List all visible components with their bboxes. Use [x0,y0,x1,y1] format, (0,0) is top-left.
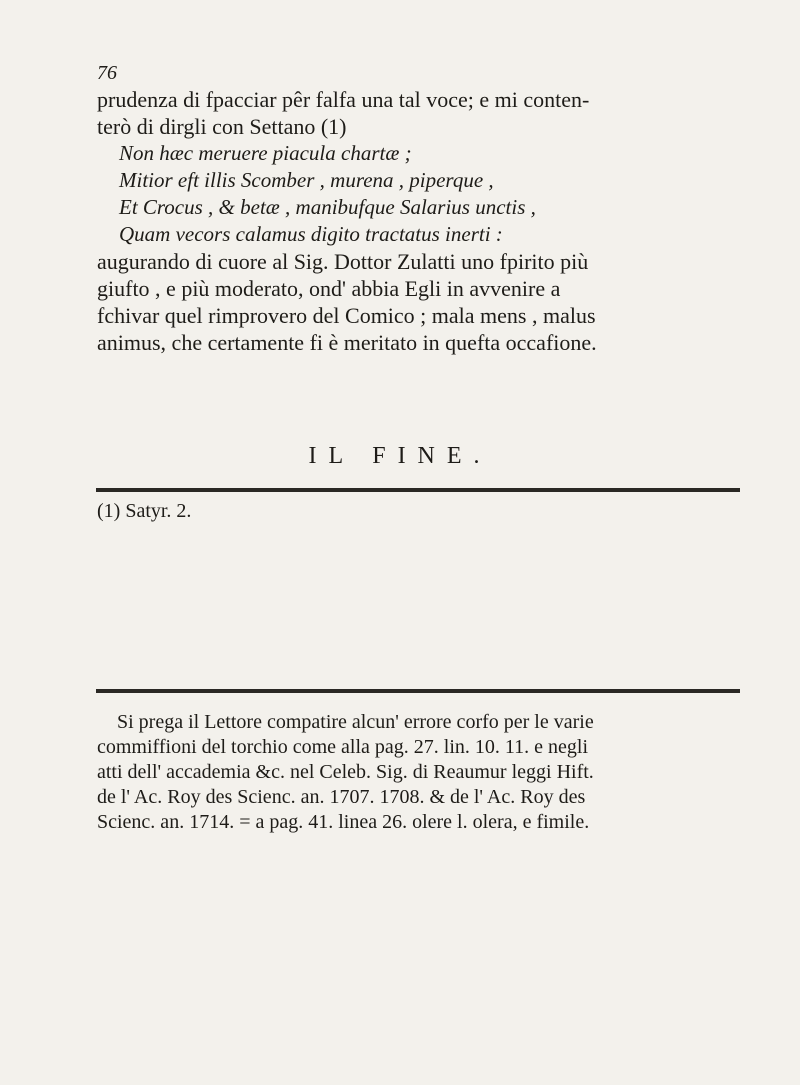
main-text [97,86,737,356]
text-line: giufto , e più moderato, ond' abbia Egli in avvenire a [97,276,561,301]
footnote-divider [96,488,740,492]
footnote: (1) Satyr. 2. [97,500,192,522]
page-number: 76 [97,62,117,84]
errata-line: de l' Ac. Roy des Scienc. an. 1707. 1708. & de l' Ac. Roy des [97,786,586,808]
errata-line: Scienc. an. 1714. = a pag. 41. linea 26. olere l. olera, e fimile. [97,811,590,833]
text-line: prudenza di fpacciar pêr falfa una tal voce; e mi conten- [97,87,590,112]
verse-line: Mitior eft illis Scomber , murena , piperque , [119,168,494,192]
text-line: terò di dirgli con Settano (1) [97,114,347,139]
errata-divider [96,689,740,693]
text-line: fchivar quel rimprovero del Comico ; mala mens , malus [97,303,596,328]
verse-line: Non hæc meruere piacula chartæ ; [119,141,412,165]
end-title: IL FINE. [308,443,492,469]
verse-line: Quam vecors calamus digito tractatus inerti : [119,222,503,246]
errata-note [97,710,747,835]
errata-line: commiffioni del torchio come alla pag. 27. lin. 10. 11. e negli [97,736,588,758]
text-line: augurando di cuore al Sig. Dottor Zulatti uno fpirito più [97,249,589,274]
text-line: animus, che certamente fi è meritato in quefta occafione. [97,330,597,355]
errata-line: atti dell' accademia &c. nel Celeb. Sig. di Reaumur leggi Hift. [97,761,594,783]
errata-line: Si prega il Lettore compatire alcun' errore corfo per le varie [117,711,594,733]
verse-line: Et Crocus , & betæ , manibufque Salarius unctis , [119,195,536,219]
